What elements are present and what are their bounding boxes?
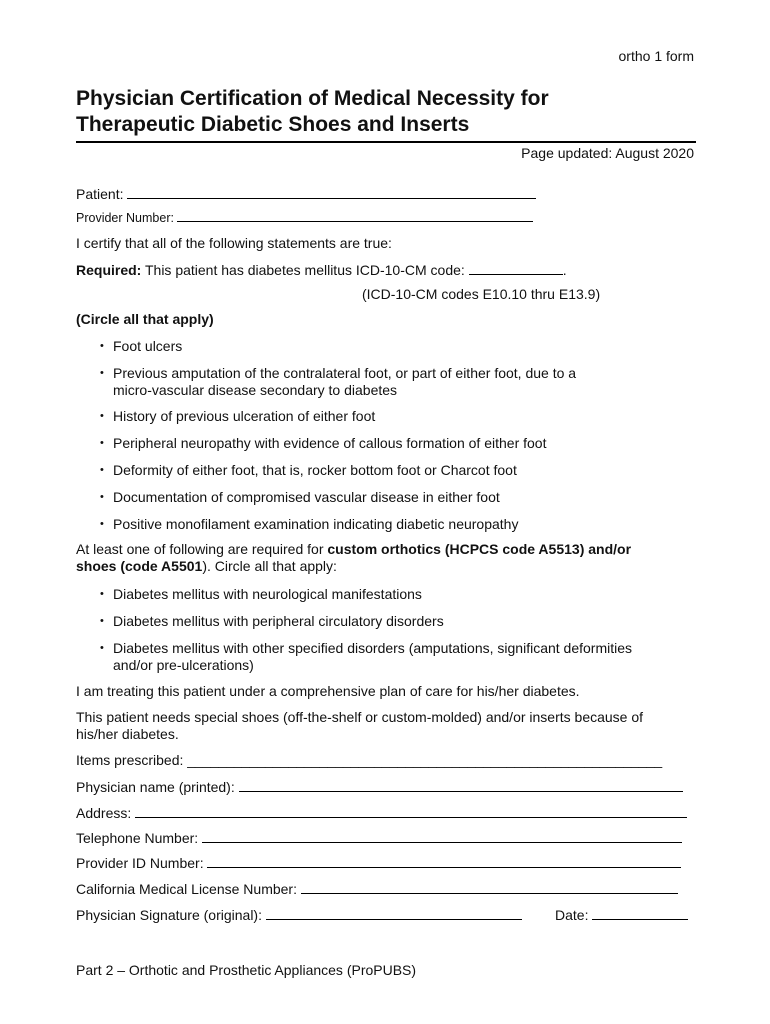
signature-field	[76, 905, 522, 924]
condition-item-continued: micro-vascular disease secondary to diabetes	[113, 382, 398, 398]
address-input[interactable]	[135, 803, 687, 818]
items-prescribed-field	[76, 752, 662, 769]
date-input[interactable]	[592, 905, 688, 920]
diagnosis-item: Diabetes mellitus with peripheral circulatory disorders	[113, 613, 444, 629]
signature-input[interactable]	[266, 905, 522, 920]
address-label: Address:	[76, 805, 132, 821]
title-line-2: Therapeutic Diabetic Shoes and Inserts	[76, 113, 470, 136]
bullet-dot: •	[100, 464, 104, 476]
license-label: California Medical License Number:	[76, 881, 297, 897]
required-period: .	[562, 262, 567, 278]
needs-statement-line-1: This patient needs special shoes (off-the-shelf or custom-molded) and/or inserts because of	[76, 709, 644, 725]
date-field	[555, 905, 688, 924]
bullet-dot: •	[100, 437, 104, 449]
condition-item: Documentation of compromised vascular disease in either foot	[113, 489, 500, 505]
bullet-dot: •	[100, 410, 104, 422]
bullet-dot: •	[100, 491, 104, 503]
items-prescribed-label: Items prescribed:	[76, 752, 184, 768]
diagnosis-item: Diabetes mellitus with other specified disorders (amputations, significant deformities	[113, 640, 633, 656]
bullet-dot: •	[100, 588, 104, 600]
signature-label: Physician Signature (original):	[76, 907, 262, 923]
diagnosis-item: Diabetes mellitus with neurological manifestations	[113, 586, 422, 602]
provider-number-field	[76, 209, 533, 227]
form-id: ortho 1 form	[618, 48, 694, 64]
telephone-input[interactable]	[202, 828, 682, 843]
provider-id-label: Provider ID Number:	[76, 855, 204, 871]
bullet-dot: •	[100, 518, 104, 530]
physician-name-input[interactable]	[239, 777, 683, 792]
bullet-dot: •	[100, 615, 104, 627]
condition-item: Previous amputation of the contralateral foot, or part of either foot, due to a	[113, 365, 577, 381]
required-label: Required:	[76, 262, 142, 278]
certify-statement: I certify that all of the following statements are true:	[76, 235, 392, 251]
diagnosis-item-continued: and/or pre-ulcerations)	[113, 657, 254, 673]
date-label: Date:	[555, 907, 589, 923]
page-updated: Page updated: August 2020	[521, 145, 694, 161]
treating-statement: I am treating this patient under a comprehensive plan of care for his/her diabetes.	[76, 683, 580, 699]
page-title	[76, 86, 549, 138]
required-statement	[76, 260, 567, 279]
license-input[interactable]	[301, 879, 678, 894]
bullet-dot: •	[100, 367, 104, 379]
condition-item: History of previous ulceration of either foot	[113, 408, 376, 424]
bullet-dot: •	[100, 642, 104, 654]
provider-id-input[interactable]	[207, 853, 681, 868]
condition-item: Deformity of either foot, that is, rocker bottom foot or Charcot foot	[113, 462, 517, 478]
custom-orthotics-line-1: At least one of following are required for custom orthotics (HCPCS code A5513) and/or	[76, 541, 632, 557]
provider-id-field	[76, 853, 681, 872]
bullet-dot: •	[100, 340, 104, 352]
provider-number-label: Provider Number:	[76, 211, 174, 225]
condition-item: Positive monofilament examination indicating diabetic neuropathy	[113, 516, 519, 532]
license-field	[76, 879, 678, 898]
page-footer: Part 2 – Orthotic and Prosthetic Appliances (ProPUBS)	[76, 962, 417, 978]
physician-name-label: Physician name (printed):	[76, 779, 235, 795]
required-text: This patient has diabetes mellitus ICD-10-CM code:	[144, 262, 465, 278]
items-prescribed-input[interactable]: _____________________________________________________________	[187, 752, 663, 768]
provider-number-input[interactable]	[177, 209, 533, 222]
condition-item: Peripheral neuropathy with evidence of callous formation of either foot	[113, 435, 547, 451]
physician-name-field	[76, 777, 683, 796]
patient-input[interactable]	[127, 184, 536, 199]
custom-orthotics-line-2: shoes (code A5501). Circle all that apply:	[76, 558, 337, 574]
icd-code-range: (ICD-10-CM codes E10.10 thru E13.9)	[362, 286, 601, 302]
needs-statement-line-2: his/her diabetes.	[76, 726, 179, 742]
title-line-1: Physician Certification of Medical Necessity for	[76, 87, 549, 110]
circle-all-heading: (Circle all that apply)	[76, 311, 214, 327]
telephone-label: Telephone Number:	[76, 830, 199, 846]
address-field	[76, 803, 687, 822]
telephone-field	[76, 828, 682, 847]
patient-label: Patient:	[76, 186, 124, 202]
condition-item: Foot ulcers	[113, 338, 183, 354]
title-rule	[76, 141, 696, 143]
patient-field	[76, 184, 536, 203]
icd-code-input[interactable]	[469, 260, 563, 275]
